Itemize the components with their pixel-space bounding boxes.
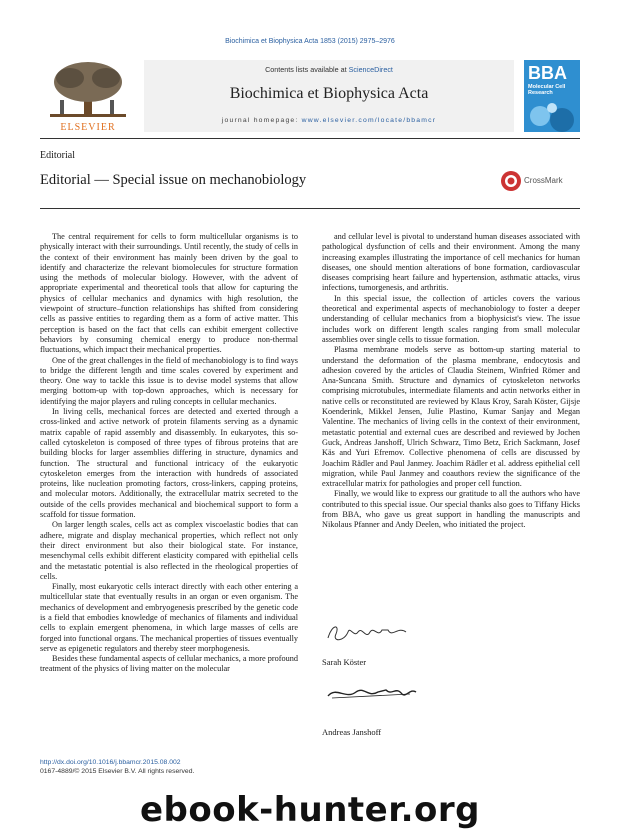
cover-subtitle: Molecular Cell Research xyxy=(528,84,566,96)
paragraph: In living cells, mechanical forces are detected and exerted through a cross-linked and active network of protein filaments serving as a dynamic matrix capable of rapid assembly and disassembly. In eukaryotes, this so-called cytoskeleton is composed of three types of fibrous proteins that are building blocks for larger assemblies differing in structure, dynamics and function. The structural and functional intricacy of the eukaryotic cytoskeleton emerges from the interaction with hundreds of associated proteins, like nucleation promoting factors, cross-linkers, capping proteins, and molecular motors. Additionally, the extracellular matrix secreted to the outside of the cells provides mechanical and biochemical support to form a scaffold for tissue formation. xyxy=(40,407,298,520)
paragraph: Besides these fundamental aspects of cellular mechanics, a more profound treatment of the physics of living matter on the molecular xyxy=(40,654,298,674)
contents-line xyxy=(144,65,514,74)
cover-title: BBA xyxy=(528,63,567,83)
handwritten-signature xyxy=(322,618,412,648)
homepage-prefix: journal homepage: xyxy=(221,117,302,124)
doi-link[interactable]: http://dx.doi.org/10.1016/j.bbamcr.2015.08.002 xyxy=(40,759,181,766)
journal-homepage xyxy=(144,117,514,124)
crossmark-label: CrossMark xyxy=(524,176,563,185)
signature-block-2 xyxy=(322,682,580,737)
journal-reference: Biochimica et Biophysica Acta 1853 (2015) 2975–2976 xyxy=(225,38,395,45)
crossmark-icon xyxy=(500,170,522,192)
header-rule xyxy=(40,138,580,139)
elsevier-tree-icon xyxy=(40,60,136,122)
watermark: ebook-hunter.org xyxy=(139,790,481,830)
paragraph: On larger length scales, cells act as complex viscoelastic bodies that can adhere, migrate and display mechanical properties, which reflect not only their direct environment but also their biological state. For instance, mesenchymal cells exhibit different elasticity compared with epithelial cells and the metastatic potential is also reflected in the rheological properties of cells. xyxy=(40,520,298,581)
paragraph: In this special issue, the collection of articles covers the various theoretical and experimental aspects of mechanobiology to foster a deeper understanding of cellular mechanics from a biophysicist's view. The issue includes work on different length scales ranging from small molecular assemblies over single cells to tissue formation. xyxy=(322,293,580,344)
paragraph: One of the great challenges in the field of mechanobiology is to find ways to bridge the different length and time scales covered by experiment and theory. One way to tackle this issue is to devise model systems that allow merging bottom-up with top-down approaches, which is necessary for identifying the major players and ruling concepts in cellular mechanics. xyxy=(40,355,298,406)
crossmark-badge[interactable] xyxy=(500,170,580,192)
author-name: Sarah Köster xyxy=(322,657,367,667)
journal-cover-image xyxy=(524,60,580,132)
article-title: Editorial — Special issue on mechanobiology xyxy=(40,172,307,188)
body-column-right xyxy=(322,232,580,531)
homepage-link[interactable]: www.elsevier.com/locate/bbamcr xyxy=(301,117,437,124)
journal-banner xyxy=(144,60,514,132)
handwritten-signature xyxy=(322,682,422,704)
journal-title: Biochimica et Biophysica Acta xyxy=(229,85,429,102)
author-name: Andreas Janshoff xyxy=(322,727,382,737)
paragraph: Finally, we would like to express our gratitude to all the authors who have contributed to this special issue. Our special thanks also goes to Tiffany Hicks from BBA, who gave us great support in handling the manuscripts and Nikolaus Pfanner and Andy Deelen, who initiated the project. xyxy=(322,489,580,530)
signature-block-1 xyxy=(322,618,580,667)
elsevier-logo xyxy=(40,60,136,132)
paragraph: Plasma membrane models serve as bottom-up starting material to understand the deformation of the plasma membrane, endocytosis and adhesion covered by the articles of Claudia Steinem, Winfried Römer and Ana-Suncana Smith. Structure and dynamics of cytoskeleton networks comprising microtubules, intermediate filaments and actin networks either in native cells or reconstituted are reviewed by Klaus Kroy, Sarah Köster, Gijsje Koenderink, Mikkel Jensen, Julie Plastino, Kumar Sanjay and Megan Valentine. The mechanics of living cells in the context of their environment, metastatic potential and external cues are described and reviewed by Jochen Guck, Andreas Janshoff, Ulrich Schwarz, Timo Betz, Erich Sackmann, Josef Käs and Yuri Efremov. Collective phenomena of cells are discussed by Joachim Rädler and Paul Janmey. Joachim Rädler et al. address epithelial cell migration, while Paul Janmey and coauthors review the significance of the extracellular matrix for pathologies and proper cell function. xyxy=(322,345,580,489)
paragraph: Finally, most eukaryotic cells interact directly with each other entering a multicellular state that eventually results in an organ or even organism. The mechanics of development and embryogenesis prescribed by the genetic code is a field that embodies knowledge of mechanics of filaments and individual cells to explain emergent phenomena, in which large masses of cells are forged into functional organs. The mechanical properties of tissues eventually serve as epigenetic regulators and thereby steer morphogenesis. xyxy=(40,582,298,653)
elsevier-wordmark: ELSEVIER xyxy=(60,122,116,133)
section-label: Editorial xyxy=(40,150,75,161)
article-footer xyxy=(40,758,194,776)
body-column-left xyxy=(40,232,298,675)
title-rule xyxy=(40,208,580,209)
paragraph: The central requirement for cells to form multicellular organisms is to physically interact with their surroundings. Until recently, the study of cells in the context of their environment has mainly been driven by the goal to identify and characterize the relevant biomolecules for structure formation using the methods of molecular biology. However, with the advent of appropriate experimental and theoretical tools that allow for capturing the physics of cellular mechanics and dynamics with high resolution, the viewpoint of structure–function relationships has shifted from considering cells as passive entities to regarding them as a form of active matter. This perception is based on the fact that cells can exhibit emergent collective behaviors by consuming chemical energy to produce non-thermal fluctuations, which impact their mechanical properties. xyxy=(40,232,298,355)
copyright-notice: 0167-4889/© 2015 Elsevier B.V. All rights reserved. xyxy=(40,768,195,775)
contents-prefix: Contents lists available at xyxy=(265,65,349,74)
sciencedirect-link[interactable]: ScienceDirect xyxy=(348,65,393,74)
cover-artwork-icon xyxy=(524,98,580,132)
paragraph: and cellular level is pivotal to understand human diseases associated with pathological dysfunction of cells and their environment. Among the many increasing examples illustrating the importance of cell mechanics for human diseases, one should mention alterations of bone formation, cardiovascular diseases comprising heart failure and hypertension, asthmatic attacks, virus infections, tumorgenesis, and arthritis. xyxy=(322,232,580,293)
journal-header xyxy=(40,60,580,132)
